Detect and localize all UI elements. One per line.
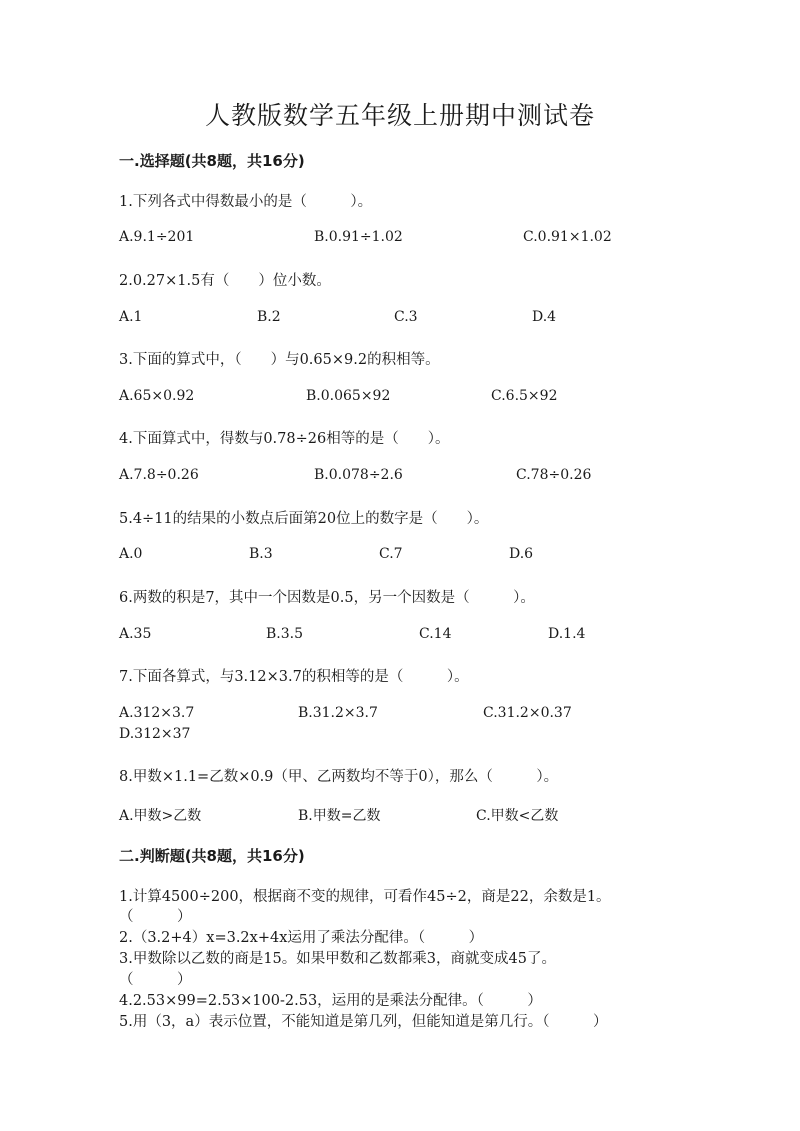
option-c: C.3	[394, 309, 418, 325]
judgement-line: 2.（3.2+4）x=3.2x+4x运用了乘法分配律。（ ）	[119, 930, 484, 946]
option-a: A.9.1÷201	[119, 229, 195, 245]
option-c: C.0.91×1.02	[523, 229, 612, 245]
option-c: C.7	[379, 546, 403, 562]
option-a: A.7.8÷0.26	[119, 467, 199, 483]
question-stem: 8.甲数×1.1=乙数×0.9（甲、乙两数均不等于0），那么（ ）。	[119, 769, 559, 785]
option-c: C.31.2×0.37	[483, 705, 572, 721]
judgement-line: 1.计算4500÷200，根据商不变的规律，可看作45÷2，商是22，余数是1。	[119, 889, 611, 905]
option-b: B.甲数=乙数	[298, 808, 381, 824]
option-d: D.4	[532, 309, 557, 325]
page-title: 人教版数学五年级上册期中测试卷	[204, 101, 595, 130]
option-b: B.2	[257, 309, 281, 325]
judgement-line: 5.用（3，a）表示位置，不能知道是第几列，但能知道是第几行。（ ）	[119, 1014, 608, 1030]
question-stem: 2.0.27×1.5有（ ）位小数。	[119, 273, 331, 289]
option-a: A.1	[119, 309, 143, 325]
option-b: B.31.2×3.7	[298, 705, 378, 721]
question-stem: 4.下面算式中，得数与0.78÷26相等的是（ ）。	[119, 431, 450, 447]
option-c: C.78÷0.26	[516, 467, 592, 483]
option-a: A.0	[119, 546, 143, 562]
option-b: B.0.078÷2.6	[314, 467, 403, 483]
option-b: B.0.065×92	[306, 388, 391, 404]
question-stem: 5.4÷11的结果的小数点后面第20位上的数字是（ ）。	[119, 511, 489, 527]
judgement-line: 4.2.53×99=2.53×100-2.53，运用的是乘法分配律。（ ）	[119, 993, 542, 1009]
option-c: C.14	[419, 626, 452, 642]
option-a: A.65×0.92	[119, 388, 195, 404]
option-d: D.6	[509, 546, 534, 562]
option-c: C.6.5×92	[491, 388, 558, 404]
section-heading-judgement: 二.判断题(共8题，共16分)	[119, 847, 305, 865]
question-stem: 3.下面的算式中，（ ）与0.65×9.2的积相等。	[119, 352, 440, 368]
judgement-answer-blank: （ ）	[119, 909, 192, 925]
option-b: B.0.91÷1.02	[314, 229, 403, 245]
section-heading-choice: 一.选择题(共8题，共16分)	[119, 152, 305, 170]
option-d: D.1.4	[548, 626, 586, 642]
option-a: A.35	[119, 626, 152, 642]
judgement-line: 3.甲数除以乙数的商是15。如果甲数和乙数都乘3，商就变成45了。	[119, 951, 556, 967]
option-b: B.3.5	[266, 626, 304, 642]
option-b: B.3	[249, 546, 273, 562]
question-stem: 1.下列各式中得数最小的是（ ）。	[119, 194, 373, 210]
judgement-answer-blank: （ ）	[119, 972, 192, 988]
question-stem: 6.两数的积是7，其中一个因数是0.5，另一个因数是（ ）。	[119, 590, 535, 606]
option-c: C.甲数<乙数	[476, 808, 559, 824]
option-a: A.312×3.7	[119, 705, 195, 721]
option-a: A.甲数>乙数	[119, 808, 202, 824]
option-d: D.312×37	[119, 726, 191, 742]
question-stem: 7.下面各算式，与3.12×3.7的积相等的是（ ）。	[119, 669, 469, 685]
